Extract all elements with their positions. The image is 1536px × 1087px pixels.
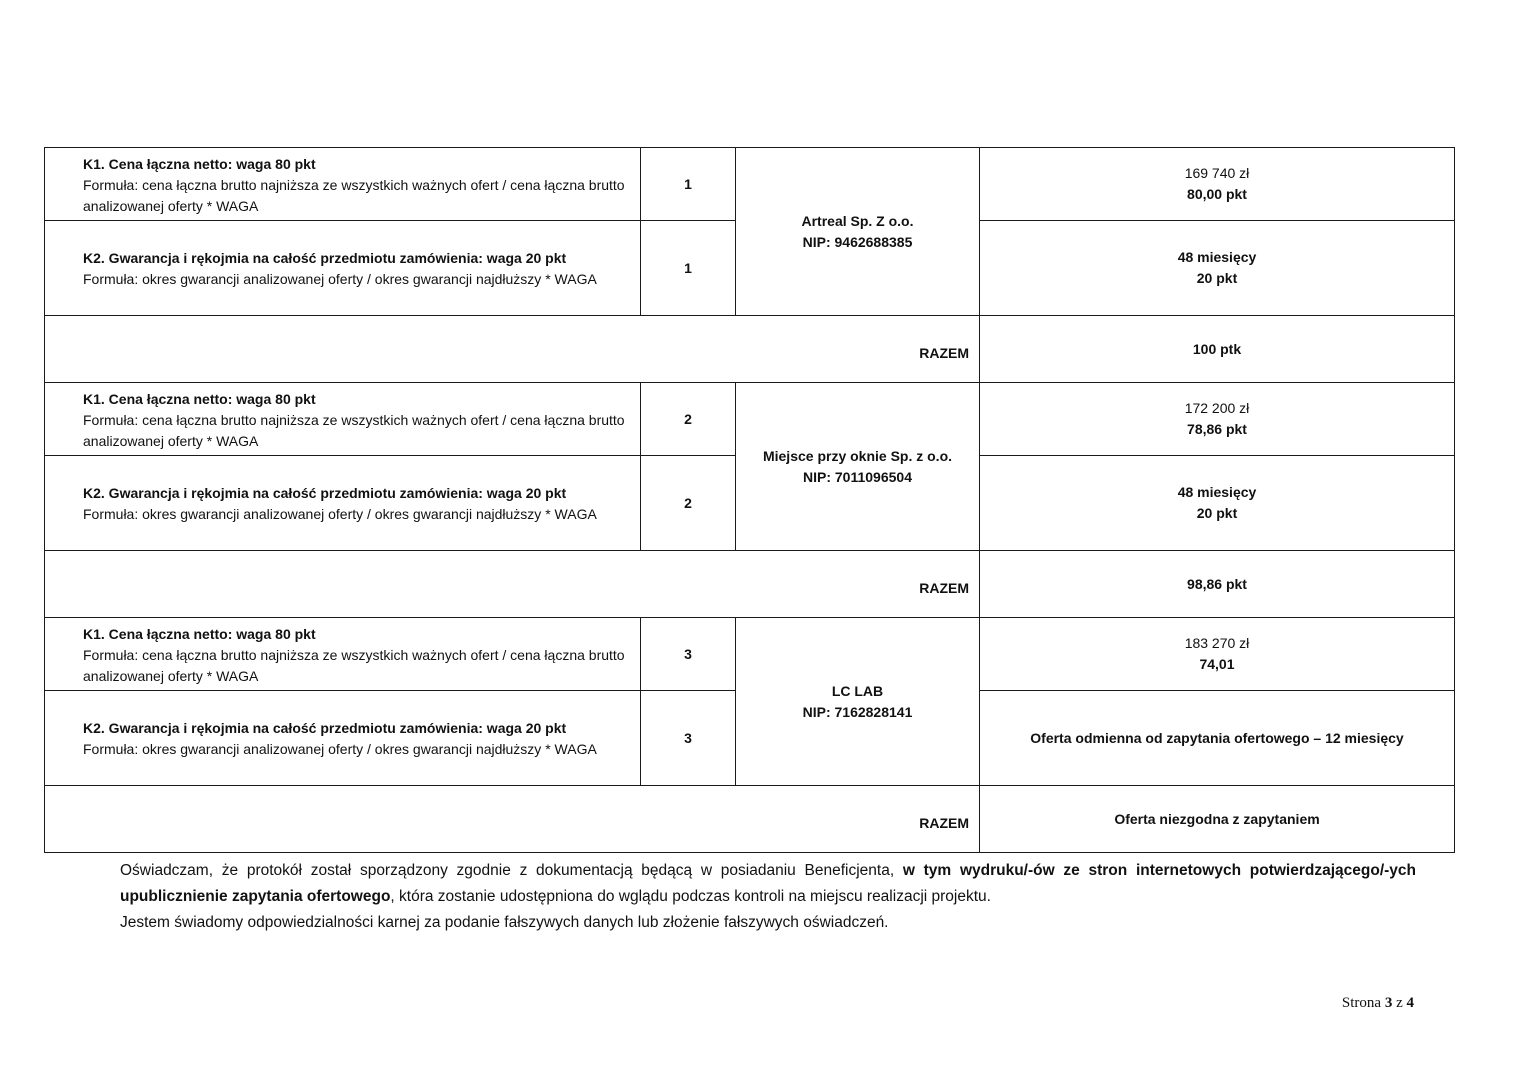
criterion-formula: Formuła: okres gwarancji analizowanej oferty / okres gwarancji najdłuższy * WAGA [83, 271, 597, 287]
criterion-cell [45, 383, 641, 456]
total-value: Oferta niezgodna z zapytaniem [980, 786, 1455, 853]
criterion-formula: Formuła: cena łączna brutto najniższa ze wszystkich ważnych ofert / cena łączna brutto analizowanej oferty * WAGA [83, 411, 625, 449]
criterion-formula: Formuła: cena łączna brutto najniższa ze wszystkich ważnych ofert / cena łączna brutto analizowanej oferty * WAGA [83, 176, 625, 214]
score-cell [980, 618, 1455, 691]
table-row [45, 618, 1455, 691]
total-label: RAZEM [45, 316, 980, 383]
bidder-name: LC LAB [831, 682, 884, 699]
criterion-cell [45, 456, 641, 551]
score-value: 20 pkt [1196, 270, 1238, 286]
score-cell [980, 148, 1455, 221]
offer-number: 2 [641, 383, 736, 456]
score-cell [980, 383, 1455, 456]
criterion-title: K1. Cena łączna netto: waga 80 pkt [83, 625, 316, 642]
score-cell [980, 456, 1455, 551]
score-value: 80,00 pkt [1187, 186, 1247, 202]
warranty-value: 48 miesięcy [1177, 484, 1257, 500]
total-row [45, 316, 1455, 383]
bidder-cell [736, 148, 980, 316]
warranty-value: 48 miesięcy [1177, 249, 1257, 265]
offer-number: 3 [641, 691, 736, 786]
page-number [1342, 995, 1414, 1012]
criterion-cell [45, 221, 641, 316]
bidder-nip: NIP: 7011096504 [803, 468, 912, 485]
score-value: 78,86 pkt [1187, 421, 1247, 437]
total-row [45, 786, 1455, 853]
criterion-title: K1. Cena łączna netto: waga 80 pkt [83, 155, 316, 172]
total-row [45, 551, 1455, 618]
score-value: 20 pkt [1196, 505, 1238, 521]
offer-number: 1 [641, 148, 736, 221]
criterion-formula: Formuła: okres gwarancji analizowanej oferty / okres gwarancji najdłuższy * WAGA [83, 741, 597, 757]
scoring-table [44, 147, 1455, 853]
offer-number: 1 [641, 221, 736, 316]
bidder-name: Artreal Sp. Z o.o. [801, 212, 914, 229]
page-label: Strona [1341, 995, 1382, 1011]
total-label: RAZEM [45, 786, 980, 853]
bidder-cell [736, 383, 980, 551]
declaration-statement [120, 858, 1416, 936]
criterion-cell [45, 691, 641, 786]
offer-number: 3 [641, 618, 736, 691]
liability-statement: Jestem świadomy odpowiedzialności karnej za podanie fałszywych danych lub złożenie fałszywych oświadczeń. [120, 914, 889, 931]
statement-bold-text: w tym wydruku/-ów ze stron internetowych potwierdzającego/-ych upublicznienie zapytania ofertowego [120, 862, 1417, 905]
criterion-formula: Formuła: cena łączna brutto najniższa ze wszystkich ważnych ofert / cena łączna brutto analizowanej oferty * WAGA [83, 646, 625, 684]
criterion-cell [45, 618, 641, 691]
score-cell [980, 691, 1455, 786]
table-row [45, 148, 1455, 221]
criterion-title: K1. Cena łączna netto: waga 80 pkt [83, 390, 316, 407]
bidder-nip: NIP: 9462688385 [802, 233, 913, 250]
price-value: 169 740 zł [1184, 165, 1250, 181]
table-row [45, 383, 1455, 456]
criterion-cell [45, 148, 641, 221]
warranty-value: Oferta odmienna od zapytania ofertowego – 12 miesięcy [1030, 729, 1404, 746]
statement-text-end: , która zostanie udostępniona do wglądu podczas kontroli na miejscu realizacji projektu. [390, 888, 991, 905]
total-value: 100 ptk [980, 316, 1455, 383]
criterion-title: K2. Gwarancja i rękojmia na całość przedmiotu zamówienia: waga 20 pkt [83, 485, 567, 501]
total-value: 98,86 pkt [980, 551, 1455, 618]
price-value: 183 270 zł [1184, 635, 1250, 651]
score-value: 74,01 [1199, 656, 1235, 672]
total-label: RAZEM [45, 551, 980, 618]
bidder-name: Miejsce przy oknie Sp. z o.o. [762, 447, 953, 464]
bidder-cell [736, 618, 980, 786]
offer-number: 2 [641, 456, 736, 551]
criterion-title: K2. Gwarancja i rękojmia na całość przedmiotu zamówienia: waga 20 pkt [83, 250, 567, 266]
price-value: 172 200 zł [1184, 400, 1250, 416]
page-total: 4 [1406, 995, 1414, 1011]
score-cell [980, 221, 1455, 316]
criterion-formula: Formuła: okres gwarancji analizowanej oferty / okres gwarancji najdłuższy * WAGA [83, 506, 597, 522]
page-of: z [1396, 995, 1403, 1011]
statement-text: Oświadczam, że protokół został sporządzony zgodnie z dokumentacją będącą w posiadaniu Beneficjenta, [120, 862, 903, 879]
criterion-title: K2. Gwarancja i rękojmia na całość przedmiotu zamówienia: waga 20 pkt [83, 720, 567, 736]
page-current: 3 [1384, 995, 1393, 1011]
bidder-nip: NIP: 7162828141 [802, 703, 913, 720]
